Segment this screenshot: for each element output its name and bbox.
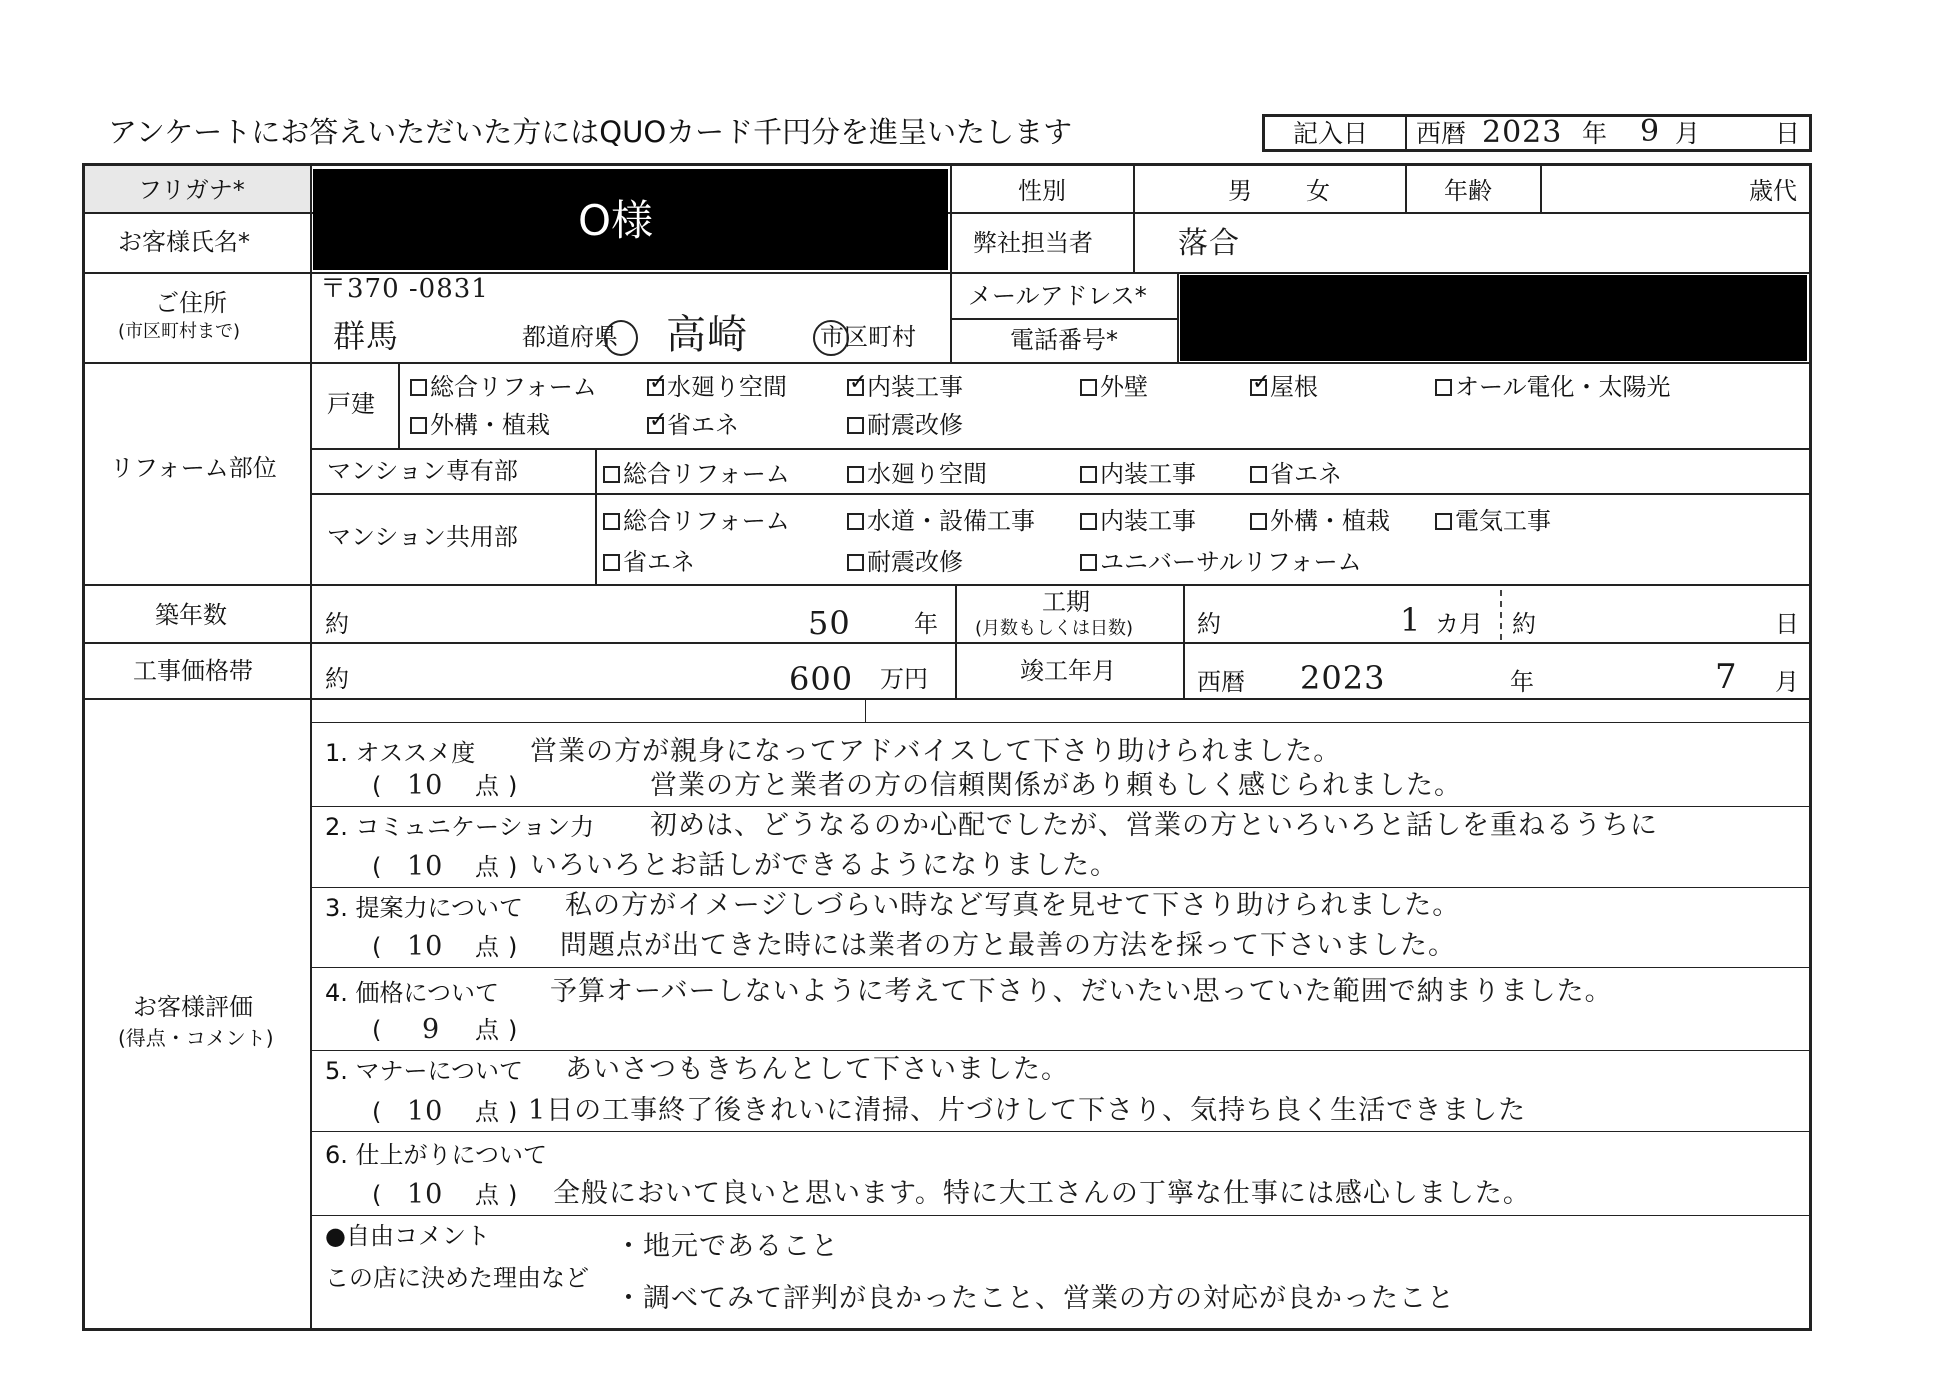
eval-6-unit: 点: [475, 1181, 499, 1209]
eval-5-score-open: (: [372, 1098, 382, 1126]
eval-6-comment-2: 全般において良いと思います。特に大工さんの丁寧な仕事には感心しました。: [553, 1178, 1531, 1209]
private-item-3[interactable]: 省エネ: [1250, 461, 1342, 486]
city-unit: 市区町村: [820, 323, 916, 351]
eval-2-score: 10: [407, 851, 444, 882]
period-approx-months: 約: [1197, 610, 1221, 638]
completion-year-unit: 年: [1510, 668, 1534, 696]
house-item-7[interactable]: ✓ 省エネ: [647, 412, 739, 437]
date-year: 2023: [1482, 115, 1563, 150]
eval-5-comment-1: あいさつもきちんとして下さいました。: [565, 1054, 1069, 1085]
eval-6-score-close: ): [508, 1181, 518, 1209]
date-label: 記入日: [1293, 119, 1369, 148]
staff-value: 落合: [1178, 226, 1240, 261]
checkbox-icon[interactable]: [1080, 466, 1097, 483]
checkbox-checked-icon[interactable]: [1250, 379, 1267, 396]
reform-label: リフォーム部位: [110, 454, 277, 482]
free-comment-1: ・地元であること: [615, 1231, 839, 1262]
checkbox-icon[interactable]: [1080, 554, 1097, 571]
common-item-0[interactable]: 総合リフォーム: [603, 508, 790, 533]
free-comment-sub: この店に決めた理由など: [325, 1264, 589, 1292]
checkbox-icon[interactable]: [847, 554, 864, 571]
eval-5-score: 10: [407, 1096, 444, 1127]
eval-2-title: 2. コミュニケーション力: [325, 813, 595, 841]
gender-male: 男: [1228, 177, 1252, 205]
date-day-unit: 日: [1775, 119, 1801, 148]
eval-3-title: 3. 提案力について: [325, 894, 524, 922]
completion-month-unit: 月: [1775, 668, 1799, 696]
common-item-3[interactable]: 外構・植栽: [1250, 508, 1390, 533]
checkbox-icon[interactable]: [603, 466, 620, 483]
house-item-6[interactable]: 外構・植栽: [410, 412, 550, 437]
eval-2-score-close: ): [508, 853, 518, 881]
checkbox-icon[interactable]: [1250, 466, 1267, 483]
staff-label: 弊社担当者: [973, 229, 1093, 257]
house-item-5[interactable]: オール電化・太陽光: [1435, 374, 1671, 399]
checkbox-icon[interactable]: [1080, 379, 1097, 396]
eval-5-score-close: ): [508, 1098, 518, 1126]
age-approx: 約: [325, 610, 349, 638]
age-years-unit: 年: [914, 610, 938, 638]
eval-1-unit: 点: [475, 772, 499, 800]
period-sub: (月数もしくは日数): [975, 618, 1134, 639]
eval-3-score-open: (: [372, 933, 382, 961]
age-years-label: 築年数: [155, 601, 227, 629]
checkbox-icon[interactable]: [1080, 513, 1097, 530]
age-label: 年齢: [1444, 177, 1492, 205]
house-item-1[interactable]: ✓ 水廻り空間: [647, 374, 787, 399]
eval-3-comment-1: 私の方がイメージしづらい時など写真を見せて下さり助けられました。: [565, 890, 1461, 921]
period-days-unit: 日: [1775, 610, 1799, 638]
price-unit: 万円: [880, 665, 928, 693]
private-item-2[interactable]: 内装工事: [1080, 461, 1196, 486]
contact-redaction: [1180, 275, 1807, 361]
private-item-1[interactable]: 水廻り空間: [847, 461, 987, 486]
common-item-1[interactable]: 水道・設備工事: [847, 508, 1035, 533]
completion-year: 2023: [1300, 659, 1386, 697]
private-label: マンション専有部: [327, 457, 518, 485]
checkbox-checked-icon[interactable]: [847, 379, 864, 396]
price-approx: 約: [325, 665, 349, 693]
eval-1-title: 1. オススメ度: [325, 739, 476, 767]
furigana-label: フリガナ*: [138, 176, 245, 204]
checkbox-icon[interactable]: [847, 417, 864, 434]
eval-3-score-close: ): [508, 933, 518, 961]
checkbox-checked-icon[interactable]: [647, 417, 664, 434]
eval-4-comment-1: 予算オーバーしないように考えて下さり、だいたい思っていた範囲で納まりました。: [550, 976, 1613, 1007]
eval-1-score-close: ): [508, 772, 518, 800]
checkbox-icon[interactable]: [410, 417, 427, 434]
age-unit: 歳代: [1749, 177, 1797, 205]
common-item-4[interactable]: 電気工事: [1435, 508, 1551, 533]
evaluation-label: お客様評価: [133, 993, 253, 1021]
checkbox-icon[interactable]: [603, 513, 620, 530]
period-label: 工期: [1042, 588, 1090, 616]
postal-code: 〒370 -0831: [320, 274, 489, 304]
common-label: マンション共用部: [327, 523, 518, 551]
gender-female: 女: [1306, 177, 1330, 205]
eval-6-title: 6. 仕上がりについて: [325, 1141, 548, 1169]
date-era: 西暦: [1416, 119, 1467, 148]
eval-6-score: 10: [407, 1179, 444, 1210]
eval-5-title: 5. マナーについて: [325, 1057, 524, 1085]
date-month-unit: 月: [1675, 119, 1701, 148]
email-label: メールアドレス*: [968, 282, 1147, 310]
eval-2-score-open: (: [372, 853, 382, 881]
eval-4-score-close: ): [508, 1016, 518, 1044]
address-sub: (市区町村まで): [118, 321, 241, 342]
common-item-6[interactable]: 耐震改修: [847, 549, 963, 574]
house-item-2[interactable]: ✓ 内装工事: [847, 374, 963, 399]
eval-3-score: 10: [407, 931, 444, 962]
eval-4-score-open: (: [372, 1016, 382, 1044]
common-item-5[interactable]: 省エネ: [603, 549, 695, 574]
city-circle: [813, 320, 849, 356]
period-approx-days: 約: [1512, 610, 1536, 638]
address-label: ご住所: [155, 289, 227, 317]
period-months-unit: カ月: [1435, 610, 1483, 638]
name-label: お客様氏名*: [118, 228, 250, 256]
price-label: 工事価格帯: [133, 657, 253, 685]
checkbox-icon[interactable]: [847, 513, 864, 530]
eval-2-comment-1: 初めは、どうなるのか心配でしたが、営業の方といろいろと話しを重ねるうちに: [650, 810, 1658, 841]
house-item-4[interactable]: ✓ 屋根: [1250, 374, 1318, 399]
eval-5-unit: 点: [475, 1098, 499, 1126]
checkbox-checked-icon[interactable]: [647, 379, 664, 396]
completion-label: 竣工年月: [1020, 657, 1116, 685]
name-value: O様: [578, 196, 654, 245]
completion-era: 西暦: [1197, 668, 1245, 696]
common-item-7[interactable]: ユニバーサルリフォーム: [1080, 549, 1362, 574]
eval-2-unit: 点: [475, 853, 499, 881]
house-item-8[interactable]: 耐震改修: [847, 412, 963, 437]
prefecture-value: 群馬: [333, 317, 400, 355]
house-label: 戸建: [327, 390, 375, 418]
notice-text: アンケートにお答えいただいた方にはQUOカード千円分を進呈いたします: [108, 115, 1073, 149]
checkbox-icon[interactable]: [1250, 513, 1267, 530]
evaluation-sub: (得点・コメント): [118, 1026, 274, 1050]
eval-1-score: 10: [407, 770, 444, 801]
checkbox-icon[interactable]: [1435, 513, 1452, 530]
gender-label: 性別: [1018, 177, 1066, 205]
eval-1-comment-2: 営業の方と業者の方の信頼関係があり頼もしく感じられました。: [650, 770, 1462, 801]
eval-3-unit: 点: [475, 933, 499, 961]
city-value: 高崎: [666, 312, 748, 358]
common-item-2[interactable]: 内装工事: [1080, 508, 1196, 533]
period-months-value: 1: [1400, 601, 1422, 639]
eval-1-comment-1: 営業の方が親身になってアドバイスして下さり助けられました。: [530, 736, 1342, 767]
price-value: 600: [789, 660, 854, 698]
checkbox-icon[interactable]: [410, 379, 427, 396]
eval-6-score-open: (: [372, 1181, 382, 1209]
checkbox-icon[interactable]: [603, 554, 620, 571]
eval-5-comment-2: 1日の工事終了後きれいに清掃、片づけして下さり、気持ち良く生活できました: [528, 1095, 1527, 1126]
eval-4-title: 4. 価格について: [325, 979, 500, 1007]
free-comment-label: ●自由コメント: [325, 1222, 490, 1250]
phone-label: 電話番号*: [1010, 326, 1118, 354]
private-item-0[interactable]: 総合リフォーム: [603, 461, 790, 486]
checkbox-icon[interactable]: [847, 466, 864, 483]
house-item-0[interactable]: 総合リフォーム: [410, 374, 597, 399]
date-month: 9: [1640, 114, 1661, 149]
eval-2-comment-2: いろいろとお話しができるようになりました。: [530, 850, 1118, 881]
checkbox-icon[interactable]: [1435, 379, 1452, 396]
eval-4-unit: 点: [475, 1016, 499, 1044]
eval-1-score-open: (: [372, 772, 382, 800]
prefecture-circle: [604, 320, 638, 356]
house-item-3[interactable]: 外壁: [1080, 374, 1148, 399]
completion-month: 7: [1715, 657, 1738, 697]
prefecture-unit: 都道府県: [522, 323, 618, 351]
free-comment-2: ・調べてみて評判が良かったこと、営業の方の対応が良かったこと: [615, 1283, 1455, 1314]
eval-4-score: 9: [422, 1014, 441, 1045]
eval-3-comment-2: 問題点が出てきた時には業者の方と最善の方法を採って下さいました。: [560, 930, 1456, 961]
age-years-value: 50: [808, 604, 851, 642]
date-year-unit: 年: [1582, 119, 1608, 148]
